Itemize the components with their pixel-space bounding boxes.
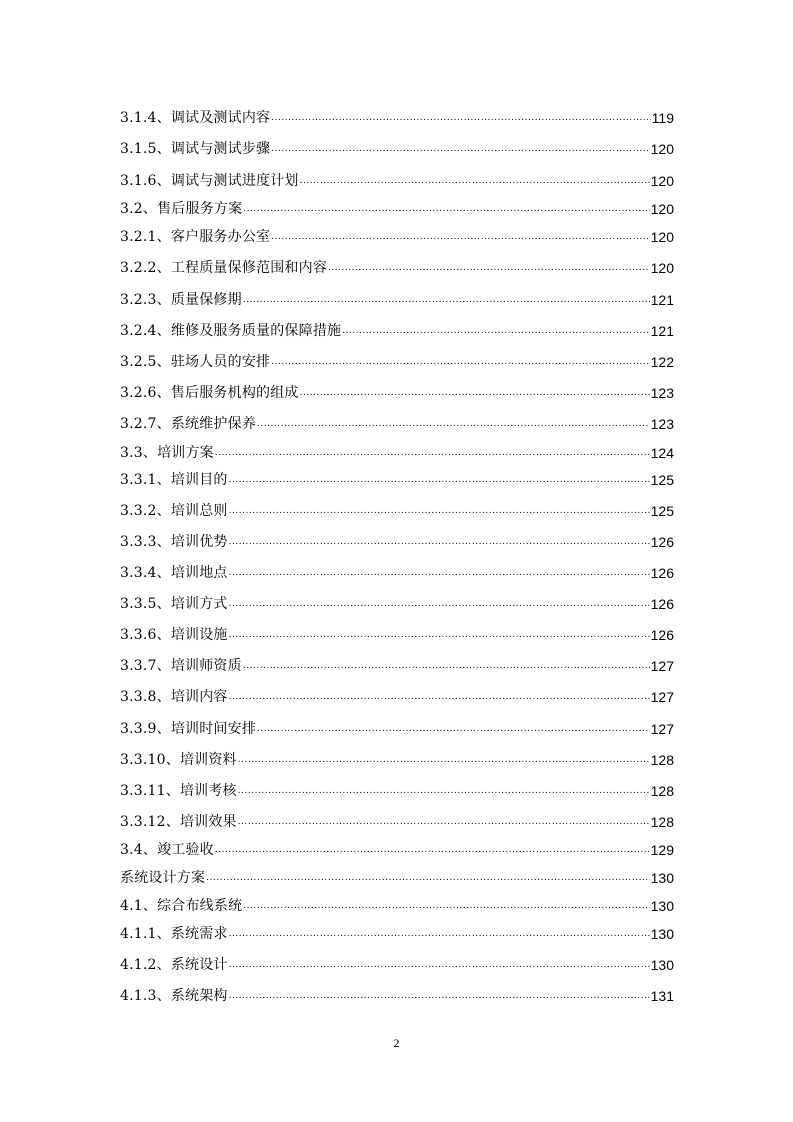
toc-entry-page: 130 [650,870,674,886]
toc-entry-title: 3.3.11、培训考核 [120,783,237,799]
toc-entry-page: 127 [650,689,674,705]
toc-entry-page: 130 [650,898,674,914]
toc-entry[interactable] [120,782,674,800]
toc-entry-title: 3.1.6、调试与测试进度计划 [120,173,299,189]
toc-entry-title: 3.2.5、驻场人员的安排 [120,354,271,370]
toc-entry[interactable] [120,657,674,675]
toc-entry-title: 3.3.6、培训设施 [120,627,228,643]
toc-dot-leader [229,502,650,520]
toc-entry[interactable] [120,228,674,246]
toc-entry-title: 3.3.1、培训目的 [120,472,228,488]
toc-entry-title: 3.2.1、客户服务办公室 [120,229,271,245]
toc-dot-leader [229,595,650,613]
toc-dot-leader [206,869,649,887]
toc-entry-title: 3.2.2、工程质量保修范围和内容 [120,260,328,276]
toc-entry[interactable] [120,415,674,433]
toc-entry-page: 120 [650,229,674,245]
toc-entry-page: 126 [650,565,674,581]
toc-dot-leader [271,109,650,127]
toc-dot-leader [271,353,649,371]
toc-entry-title: 3.3.2、培训总则 [120,503,228,519]
toc-entry-page: 124 [650,445,674,461]
toc-entry-title: 3.3.4、培训地点 [120,565,228,581]
toc-entry[interactable] [120,688,674,706]
toc-entry[interactable] [120,291,674,309]
toc-dot-leader [229,533,650,551]
toc-dot-leader [300,384,650,402]
table-of-contents [120,99,674,1005]
toc-entry-title: 3.2、售后服务方案 [120,201,243,217]
toc-entry[interactable] [120,172,674,190]
toc-entry[interactable] [120,841,674,859]
toc-entry[interactable] [120,353,674,371]
toc-entry-title: 3.1.5、调试与测试步骤 [120,141,271,157]
toc-dot-leader [238,813,650,831]
toc-entry-title: 3.4、竣工验收 [120,842,214,858]
toc-entry-page: 125 [650,472,674,488]
toc-entry-title: 3.3.9、培训时间安排 [120,721,257,737]
toc-entry-page: 121 [650,323,674,339]
toc-dot-leader [229,925,650,943]
toc-entry[interactable] [120,259,674,277]
toc-entry[interactable] [120,444,674,462]
toc-entry-page: 120 [650,201,674,217]
toc-dot-leader [238,751,650,769]
toc-entry-title: 3.2.6、售后服务机构的组成 [120,385,299,401]
toc-entry-page: 131 [650,988,674,1004]
toc-dot-leader [229,987,650,1005]
toc-entry-title: 4.1.3、系统架构 [120,988,228,1004]
toc-entry-title: 系统设计方案 [120,870,206,886]
toc-entry-title: 3.3.12、培训效果 [120,814,237,830]
toc-entry-page: 126 [650,534,674,550]
toc-dot-leader [243,200,649,218]
toc-entry[interactable] [120,109,674,127]
toc-dot-leader [215,841,650,859]
toc-entry[interactable] [120,471,674,489]
toc-entry-page: 126 [650,596,674,612]
toc-entry-page: 128 [650,752,674,768]
toc-entry-title: 3.2.4、维修及服务质量的保障措施 [120,323,342,339]
toc-entry-page: 119 [651,110,674,126]
toc-entry[interactable] [120,384,674,402]
toc-entry-page: 120 [650,141,674,157]
toc-entry-page: 123 [650,385,674,401]
toc-entry-title: 4.1、综合布线系统 [120,898,243,914]
toc-entry-title: 3.3.5、培训方式 [120,596,228,612]
toc-entry-page: 127 [650,721,674,737]
toc-entry-title: 3.3.7、培训师资质 [120,658,242,674]
toc-entry-page: 130 [650,926,674,942]
toc-entry[interactable] [120,720,674,738]
toc-entry[interactable] [120,140,674,158]
toc-entry-page: 121 [650,292,674,308]
toc-dot-leader [271,228,649,246]
toc-entry-title: 3.3.8、培训内容 [120,689,228,705]
toc-entry[interactable] [120,751,674,769]
toc-dot-leader [300,172,650,190]
toc-dot-leader [328,259,650,277]
toc-entry[interactable] [120,502,674,520]
toc-entry-page: 127 [650,658,674,674]
toc-entry-page: 129 [650,842,674,858]
toc-entry-title: 3.2.3、质量保修期 [120,292,242,308]
toc-entry-title: 3.3.3、培训优势 [120,534,228,550]
toc-dot-leader [229,688,650,706]
toc-entry-page: 128 [650,814,674,830]
toc-dot-leader [229,956,650,974]
toc-entry-title: 4.1.2、系统设计 [120,957,228,973]
toc-entry[interactable] [120,813,674,831]
toc-entry-page: 123 [650,416,674,432]
toc-entry-page: 126 [650,627,674,643]
toc-entry[interactable] [120,626,674,644]
toc-entry[interactable] [120,322,674,340]
toc-entry[interactable] [120,869,674,887]
toc-dot-leader [243,657,650,675]
toc-entry-page: 128 [650,783,674,799]
toc-dot-leader [243,897,649,915]
toc-entry[interactable] [120,595,674,613]
toc-entry[interactable] [120,956,674,974]
toc-dot-leader [243,291,650,309]
toc-entry-page: 125 [650,503,674,519]
toc-entry-title: 4.1.1、系统需求 [120,926,228,942]
toc-dot-leader [229,626,650,644]
toc-entry-title: 3.1.4、调试及测试内容 [120,110,271,126]
toc-dot-leader [215,444,650,462]
toc-dot-leader [271,140,649,158]
toc-entry-page: 130 [650,957,674,973]
toc-entry-page: 120 [650,260,674,276]
toc-entry[interactable] [120,533,674,551]
toc-entry-page: 120 [650,173,674,189]
toc-entry-title: 3.2.7、系统维护保养 [120,416,257,432]
toc-dot-leader [229,471,650,489]
toc-dot-leader [238,782,650,800]
toc-dot-leader [257,720,650,738]
toc-entry[interactable] [120,897,674,915]
toc-dot-leader [257,415,650,433]
toc-dot-leader [342,322,649,340]
toc-entry-page: 122 [650,354,674,370]
page-number: 2 [393,1036,400,1050]
toc-dot-leader [229,564,650,582]
toc-entry-title: 3.3、培训方案 [120,445,214,461]
toc-entry[interactable] [120,987,674,1005]
toc-entry[interactable] [120,564,674,582]
toc-entry[interactable] [120,200,674,218]
toc-entry-title: 3.3.10、培训资料 [120,752,237,768]
toc-entry[interactable] [120,925,674,943]
